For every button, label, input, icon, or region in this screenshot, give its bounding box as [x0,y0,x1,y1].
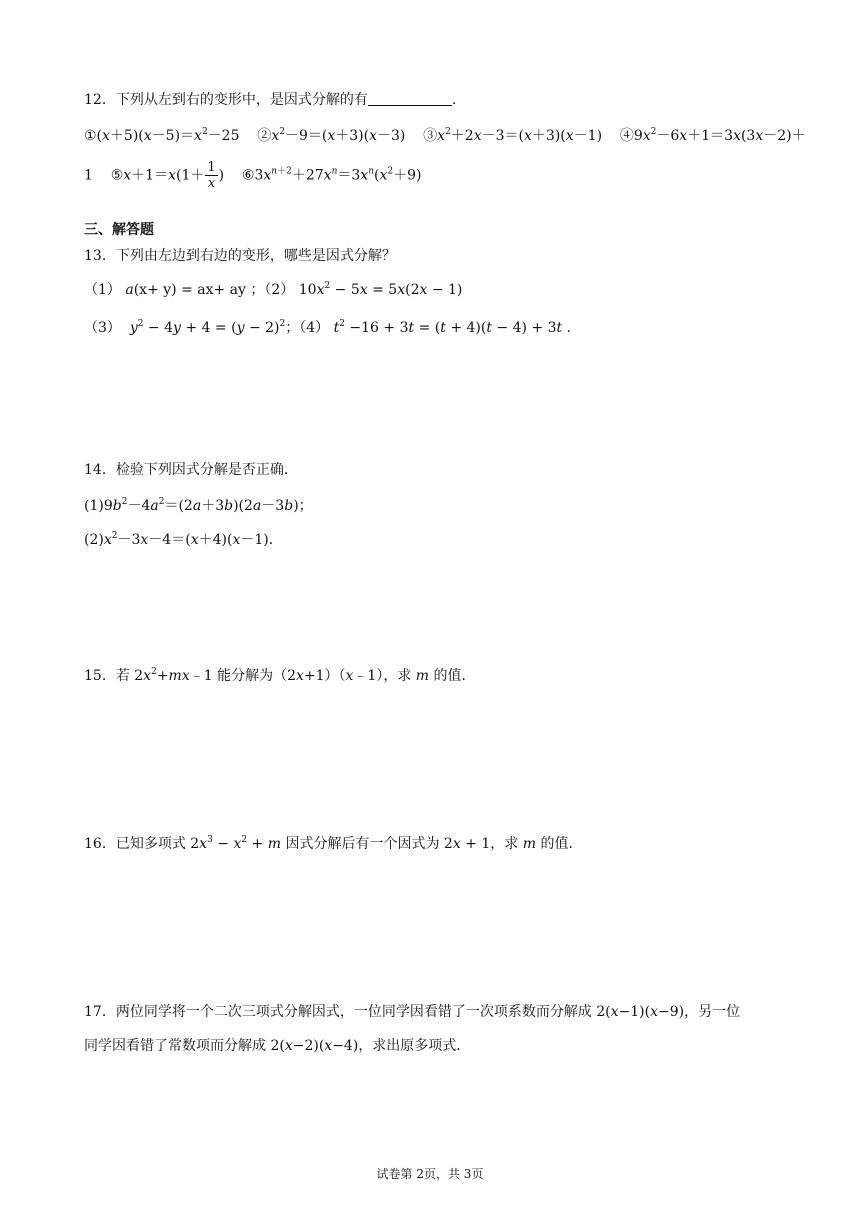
q15-stem: 15．若 $2x^2+mx﹣1$ 能分解为（2x+1）（x﹣1），求 m 的值． [84,667,476,684]
q13-parts-1-2: （1） a(x+ y) = ax+ ay ；（2） $10x^2 - 5x = 5x(2x - 1)$ [84,281,463,298]
q12-stem: 12．下列从左到右的变形中，是因式分解的有 . [84,92,457,108]
q12-options-line2: 1 ⑤x＋1＝x(1＋ $\frac{1}{x}$ ) $⑥3x^{n+2}+27x^n=3x^n(x^2+9)$ [84,160,422,191]
q13-stem: 13．下列由左边到右边的变形，哪些是因式分解？ [84,248,396,264]
q14-part1: $(1)9b^2-4a^2=(2a+3b)(2a-3b)$； [84,497,313,514]
q17-stem-line2: 同学因看错了常数项而分解成 2(x−2)(x−4)，求出原多项式． [84,1038,471,1054]
fraction: $\frac{1}{x}$ [207,160,216,191]
page-footer: 试卷第 2页，共 3页 [376,1167,484,1181]
answer-blank [368,91,452,106]
q16-stem: 16．已知多项式 $2x^3 - x^2 + m$ 因式分解后有一个因式为 2x + 1，求 m 的值． [84,835,583,852]
q14-stem: 14．检验下列因式分解是否正确． [84,462,298,478]
q17-stem-line1: 17．两位同学将一个二次三项式分解因式，一位同学因看错了一次项系数而分解成 2(x−1)(x−9)，另一位 [84,1004,741,1020]
q13-parts-3-4: （3） $y^2 - 4y + 4 = (y - 2)^2$；（4） $t^2 -16 + 3t = (t + 4)(t - 4) + 3t$ . [84,319,572,336]
section-heading: 三、解答题 [84,222,154,238]
q12-options-line1: $①(x+5)(x-5)=x^2-25$ $②x^2-9=(x+3)(x-3)$ $③x^2+2x-3=(x+3)(x-1)$ $④9x^2-6x+1=3x(3x-2)+$ [84,127,806,144]
q14-part2: $(2)x^2-3x-4=(x+4)(x-1)$． [84,531,283,548]
